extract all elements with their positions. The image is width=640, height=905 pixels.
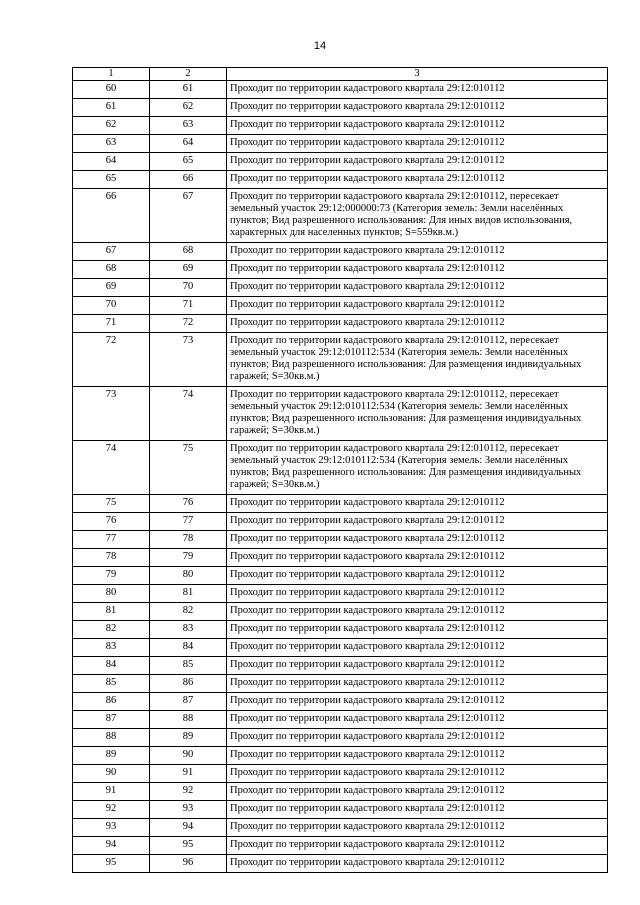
point-to-cell: 93: [150, 801, 227, 819]
point-to-cell: 87: [150, 693, 227, 711]
point-to-cell: 68: [150, 243, 227, 261]
description-cell: Проходит по территории кадастрового квартала 29:12:010112: [227, 585, 608, 603]
point-to-cell: 63: [150, 117, 227, 135]
column-header-1: 1: [73, 68, 150, 81]
point-to-cell: 81: [150, 585, 227, 603]
description-cell: Проходит по территории кадастрового квартала 29:12:010112: [227, 495, 608, 513]
point-to-cell: 78: [150, 531, 227, 549]
description-cell: Проходит по территории кадастрового квартала 29:12:010112: [227, 81, 608, 99]
point-from-cell: 88: [73, 729, 150, 747]
point-from-cell: 67: [73, 243, 150, 261]
point-from-cell: 92: [73, 801, 150, 819]
point-to-cell: 74: [150, 387, 227, 441]
point-to-cell: 80: [150, 567, 227, 585]
point-from-cell: 93: [73, 819, 150, 837]
table-row: [73, 513, 608, 531]
table-row: [73, 441, 608, 495]
point-from-cell: 60: [73, 81, 150, 99]
table-row: [73, 297, 608, 315]
description-cell: Проходит по территории кадастрового квартала 29:12:010112: [227, 135, 608, 153]
table-row: [73, 729, 608, 747]
description-cell: Проходит по территории кадастрового квартала 29:12:010112: [227, 819, 608, 837]
table-row: [73, 621, 608, 639]
description-cell: Проходит по территории кадастрового квартала 29:12:010112: [227, 855, 608, 873]
point-to-cell: 75: [150, 441, 227, 495]
description-cell: Проходит по территории кадастрового квартала 29:12:010112: [227, 765, 608, 783]
table-row: [73, 765, 608, 783]
point-to-cell: 66: [150, 171, 227, 189]
table-row: [73, 567, 608, 585]
point-from-cell: 69: [73, 279, 150, 297]
point-from-cell: 74: [73, 441, 150, 495]
boundary-description-table: [72, 67, 608, 873]
description-cell: Проходит по территории кадастрового квартала 29:12:010112: [227, 801, 608, 819]
description-cell: Проходит по территории кадастрового квартала 29:12:010112: [227, 567, 608, 585]
point-to-cell: 69: [150, 261, 227, 279]
point-from-cell: 78: [73, 549, 150, 567]
point-from-cell: 82: [73, 621, 150, 639]
table-row: [73, 531, 608, 549]
page-number: 14: [313, 40, 327, 52]
description-cell: Проходит по территории кадастрового квартала 29:12:010112: [227, 513, 608, 531]
description-cell: Проходит по территории кадастрового квартала 29:12:010112, пересекает земельный участок 29:12:000000:73 (Категория земель: Земли населённых пунктов; Вид разрешенного использования: Для иных видов использования, характерных для населенных пунктов; S=559кв.м.): [227, 189, 608, 243]
description-cell: Проходит по территории кадастрового квартала 29:12:010112: [227, 711, 608, 729]
point-from-cell: 66: [73, 189, 150, 243]
point-to-cell: 72: [150, 315, 227, 333]
point-from-cell: 64: [73, 153, 150, 171]
point-from-cell: 83: [73, 639, 150, 657]
table-row: [73, 243, 608, 261]
table-body: [73, 81, 608, 873]
point-to-cell: 83: [150, 621, 227, 639]
table-row: [73, 549, 608, 567]
point-from-cell: 65: [73, 171, 150, 189]
description-cell: Проходит по территории кадастрового квартала 29:12:010112: [227, 315, 608, 333]
table-row: [73, 135, 608, 153]
point-to-cell: 90: [150, 747, 227, 765]
point-to-cell: 94: [150, 819, 227, 837]
point-from-cell: 80: [73, 585, 150, 603]
description-cell: Проходит по территории кадастрового квартала 29:12:010112: [227, 621, 608, 639]
point-from-cell: 94: [73, 837, 150, 855]
table-row: [73, 747, 608, 765]
point-to-cell: 61: [150, 81, 227, 99]
table-row: [73, 585, 608, 603]
point-from-cell: 79: [73, 567, 150, 585]
column-header-3: 3: [227, 68, 608, 81]
point-from-cell: 70: [73, 297, 150, 315]
point-to-cell: 71: [150, 297, 227, 315]
table-row: [73, 783, 608, 801]
point-from-cell: 91: [73, 783, 150, 801]
description-cell: Проходит по территории кадастрового квартала 29:12:010112: [227, 531, 608, 549]
description-cell: Проходит по территории кадастрового квартала 29:12:010112: [227, 747, 608, 765]
point-from-cell: 62: [73, 117, 150, 135]
point-to-cell: 62: [150, 99, 227, 117]
point-to-cell: 70: [150, 279, 227, 297]
point-from-cell: 71: [73, 315, 150, 333]
point-from-cell: 63: [73, 135, 150, 153]
table-row: [73, 639, 608, 657]
description-cell: Проходит по территории кадастрового квартала 29:12:010112: [227, 117, 608, 135]
point-to-cell: 95: [150, 837, 227, 855]
table-row: [73, 837, 608, 855]
description-cell: Проходит по территории кадастрового квартала 29:12:010112: [227, 657, 608, 675]
point-from-cell: 90: [73, 765, 150, 783]
description-cell: Проходит по территории кадастрового квартала 29:12:010112, пересекает земельный участок 29:12:010112:534 (Категория земель: Земли населённых пунктов; Вид разрешенного использования: Для размещения индивидуальных гаражей; S=30кв.м.): [227, 333, 608, 387]
description-cell: Проходит по территории кадастрового квартала 29:12:010112, пересекает земельный участок 29:12:010112:534 (Категория земель: Земли населённых пунктов; Вид разрешенного использования: Для размещения индивидуальных гаражей; S=30кв.м.): [227, 387, 608, 441]
description-cell: Проходит по территории кадастрового квартала 29:12:010112: [227, 261, 608, 279]
point-to-cell: 65: [150, 153, 227, 171]
table-row: [73, 171, 608, 189]
description-cell: Проходит по территории кадастрового квартала 29:12:010112: [227, 837, 608, 855]
description-cell: Проходит по территории кадастрового квартала 29:12:010112: [227, 729, 608, 747]
point-to-cell: 89: [150, 729, 227, 747]
table-row: [73, 711, 608, 729]
table-row: [73, 189, 608, 243]
table-row: [73, 81, 608, 99]
point-to-cell: 91: [150, 765, 227, 783]
point-from-cell: 61: [73, 99, 150, 117]
table-header-row: [73, 68, 608, 81]
description-cell: Проходит по территории кадастрового квартала 29:12:010112: [227, 639, 608, 657]
point-from-cell: 68: [73, 261, 150, 279]
table-row: [73, 99, 608, 117]
point-to-cell: 76: [150, 495, 227, 513]
table-row: [73, 261, 608, 279]
description-cell: Проходит по территории кадастрового квартала 29:12:010112: [227, 783, 608, 801]
point-to-cell: 64: [150, 135, 227, 153]
point-from-cell: 77: [73, 531, 150, 549]
table-row: [73, 693, 608, 711]
point-from-cell: 75: [73, 495, 150, 513]
point-to-cell: 82: [150, 603, 227, 621]
description-cell: Проходит по территории кадастрового квартала 29:12:010112: [227, 603, 608, 621]
table-row: [73, 153, 608, 171]
table-row: [73, 279, 608, 297]
description-cell: Проходит по территории кадастрового квартала 29:12:010112: [227, 99, 608, 117]
description-cell: Проходит по территории кадастрового квартала 29:12:010112: [227, 693, 608, 711]
table-row: [73, 855, 608, 873]
point-from-cell: 86: [73, 693, 150, 711]
point-from-cell: 81: [73, 603, 150, 621]
point-to-cell: 86: [150, 675, 227, 693]
description-cell: Проходит по территории кадастрового квартала 29:12:010112, пересекает земельный участок 29:12:010112:534 (Категория земель: Земли населённых пунктов; Вид разрешенного использования: Для размещения индивидуальных гаражей; S=30кв.м.): [227, 441, 608, 495]
column-header-2: 2: [150, 68, 227, 81]
description-cell: Проходит по территории кадастрового квартала 29:12:010112: [227, 675, 608, 693]
description-cell: Проходит по территории кадастрового квартала 29:12:010112: [227, 549, 608, 567]
table-row: [73, 387, 608, 441]
description-cell: Проходит по территории кадастрового квартала 29:12:010112: [227, 153, 608, 171]
table-row: [73, 603, 608, 621]
table-row: [73, 333, 608, 387]
point-from-cell: 87: [73, 711, 150, 729]
description-cell: Проходит по территории кадастрового квартала 29:12:010112: [227, 171, 608, 189]
description-cell: Проходит по территории кадастрового квартала 29:12:010112: [227, 297, 608, 315]
description-cell: Проходит по территории кадастрового квартала 29:12:010112: [227, 243, 608, 261]
point-from-cell: 89: [73, 747, 150, 765]
point-to-cell: 85: [150, 657, 227, 675]
point-to-cell: 79: [150, 549, 227, 567]
point-from-cell: 84: [73, 657, 150, 675]
point-to-cell: 77: [150, 513, 227, 531]
table-row: [73, 675, 608, 693]
point-to-cell: 73: [150, 333, 227, 387]
point-from-cell: 72: [73, 333, 150, 387]
table-row: [73, 801, 608, 819]
point-to-cell: 67: [150, 189, 227, 243]
table-row: [73, 495, 608, 513]
table-row: [73, 657, 608, 675]
table-row: [73, 117, 608, 135]
point-from-cell: 76: [73, 513, 150, 531]
point-to-cell: 96: [150, 855, 227, 873]
point-to-cell: 84: [150, 639, 227, 657]
point-from-cell: 95: [73, 855, 150, 873]
point-from-cell: 85: [73, 675, 150, 693]
table-row: [73, 315, 608, 333]
description-cell: Проходит по территории кадастрового квартала 29:12:010112: [227, 279, 608, 297]
point-to-cell: 88: [150, 711, 227, 729]
table-row: [73, 819, 608, 837]
point-to-cell: 92: [150, 783, 227, 801]
point-from-cell: 73: [73, 387, 150, 441]
